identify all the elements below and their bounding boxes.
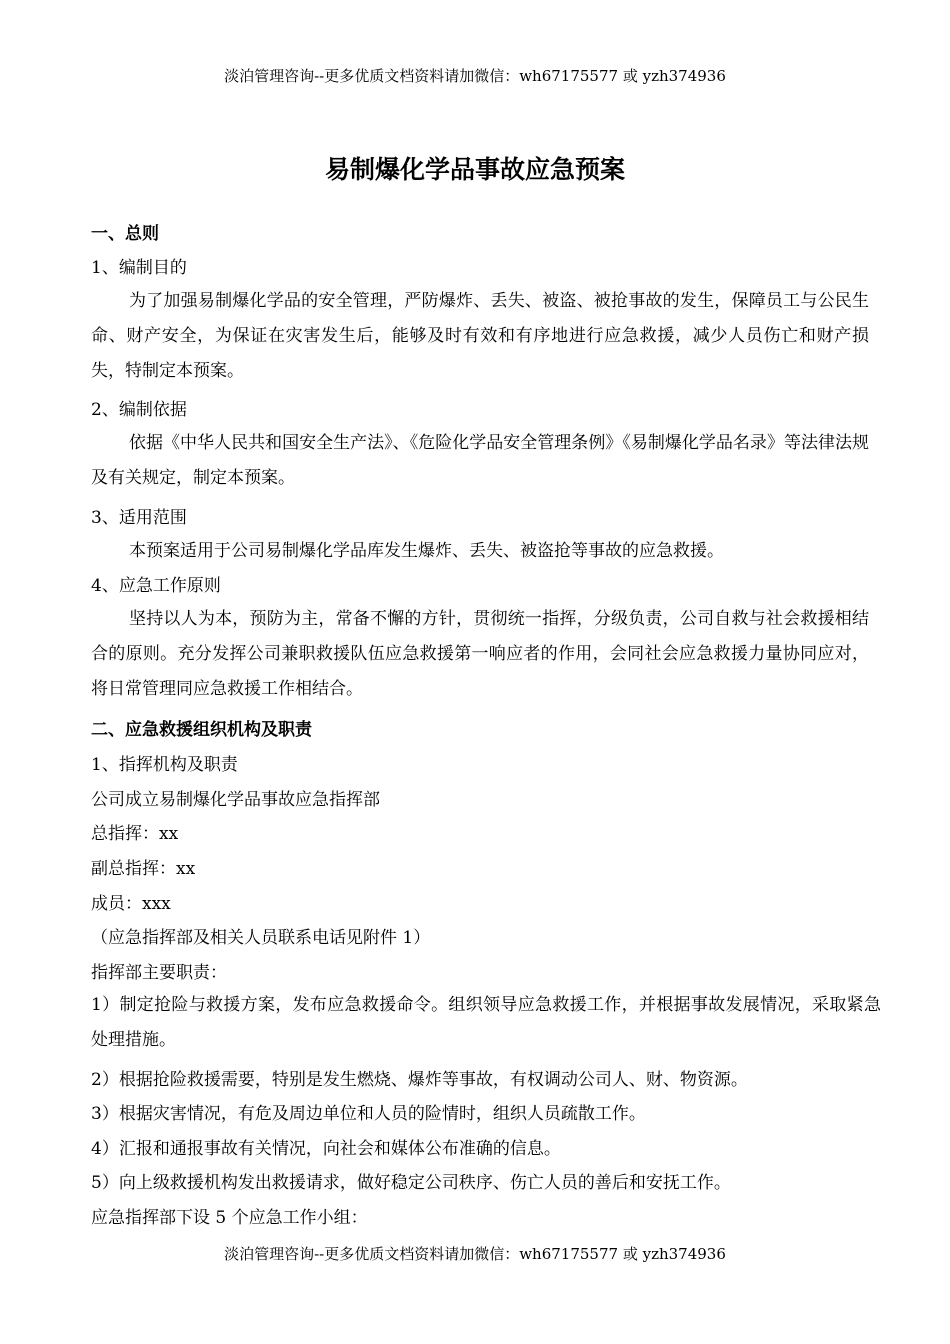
- page-footer: 淡泊管理咨询--更多优质文档资料请加微信：wh67175577 或 yzh374936: [224, 1245, 726, 1263]
- purpose-paragraph: 为了加强易制爆化学品的安全管理，严防爆炸、丢失、被盗、被抢事故的发生，保障员工与公民生命、财产安全，为保证在灾害发生后，能够及时有效和有序地进行应急救援，减少人员伤亡和财产损失，特制定本预案。: [91, 291, 869, 381]
- subsection-principles-title: 4、应急工作原则: [91, 576, 221, 596]
- duty-item-2: 2）根据抢险救援需要，特别是发生燃烧、爆炸等事故，有权调动公司人、财、物资源。: [91, 1070, 748, 1090]
- subsection-purpose-title: 1、编制目的: [91, 258, 187, 278]
- members: 成员：xxx: [91, 894, 171, 914]
- basis-paragraph: 依据《中华人民共和国安全生产法》、《危险化学品安全管理条例》《易制爆化学品名录》等法律法规及有关规定，制定本预案。: [91, 433, 869, 488]
- subsection-scope-title: 3、适用范围: [91, 508, 187, 528]
- page-header: 淡泊管理咨询--更多优质文档资料请加微信：wh67175577 或 yzh374936: [224, 67, 726, 85]
- contact-note: （应急指挥部及相关人员联系电话见附件 1）: [91, 928, 431, 948]
- deputy-commander: 副总指挥：xx: [91, 859, 196, 879]
- org-statement: 公司成立易制爆化学品事故应急指挥部: [91, 790, 380, 810]
- subsection-basis-title: 2、编制依据: [91, 400, 187, 420]
- duty-item-1: 1）制定抢险与救援方案，发布应急救援命令。组织领导应急救援工作，并根据事故发展情况，采取紧急处理措施。: [91, 995, 881, 1050]
- chief-commander: 总指挥：xx: [91, 824, 179, 844]
- subsection-command-title: 1、指挥机构及职责: [91, 755, 238, 775]
- duties-title: 指挥部主要职责：: [91, 963, 227, 983]
- duty-item-3: 3）根据灾害情况，有危及周边单位和人员的险情时，组织人员疏散工作。: [91, 1104, 646, 1124]
- principles-paragraph: 坚持以人为本，预防为主，常备不懈的方针，贯彻统一指挥，分级负责，公司自救与社会救援相结合的原则。充分发挥公司兼职救援队伍应急救援第一响应者的作用，会同社会应急救援力量协同应对，将日常管理同应急救援工作相结合。: [91, 609, 869, 699]
- groups-statement: 应急指挥部下设 5 个应急工作小组：: [91, 1208, 368, 1228]
- document-title: 易制爆化学品事故应急预案: [324, 155, 625, 184]
- duty-item-4: 4）汇报和通报事故有关情况，向社会和媒体公布准确的信息。: [91, 1139, 561, 1159]
- section-heading-organization: 二、应急救援组织机构及职责: [91, 720, 312, 740]
- duty-item-5: 5）向上级救援机构发出救援请求，做好稳定公司秩序、伤亡人员的善后和安抚工作。: [91, 1173, 731, 1193]
- scope-paragraph: 本预案适用于公司易制爆化学品库发生爆炸、丢失、被盗抢等事故的应急救援。: [129, 541, 724, 561]
- section-heading-general: 一、总则: [91, 224, 159, 244]
